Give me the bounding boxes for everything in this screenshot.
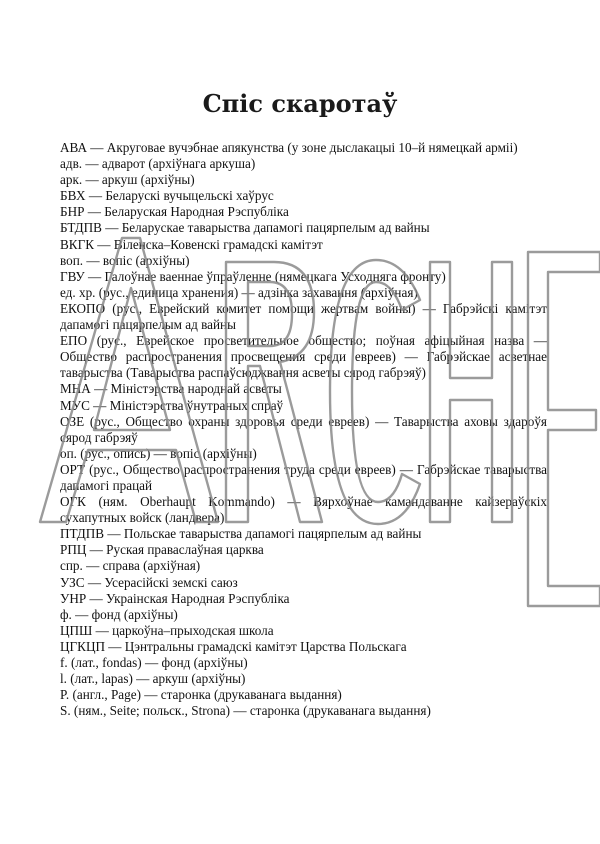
list-item: БНР — Беларуская Народная Рэспубліка (60, 204, 289, 220)
page-title: Спіс скаротаў (202, 89, 398, 118)
list-item: ПТДПВ — Польскае таварыства дапамогі пацярпелым ад вайны (60, 526, 422, 542)
list-item: БТДПВ — Беларускае таварыства дапамогі пацярпелым ад вайны (60, 220, 430, 236)
list-item: ЦПШ — царкоўна–прыходская школа (60, 622, 274, 638)
list-item: f. (лат., fondas) — фонд (архіўны) (60, 655, 248, 670)
abbreviation-list (60, 140, 547, 719)
list-item: ЦГКЦП — Цэнтральны грамадскі камітэт Царства Польскага (60, 638, 407, 654)
list-item: ГВУ — Галоўнае ваеннае ўпраўленне (нямецкага Усходняга фронту) (60, 268, 446, 284)
list-item: S. (ням., Seite; польск., Strona) — старонка (друкаванага выдання) (60, 703, 431, 719)
list-item: МУС — Міністэрства ўнутраных спраў (60, 397, 284, 413)
list-item: ЕПО (рус., Еврейское просветительное общество; поўная афіцыйная назва — Общество распространения просвещения среди евреев) — Габрэйскае асветнае таварыства (Таварыства распаўсюджвання асветы сярод габрэяў) (60, 333, 547, 381)
list-item: РПЦ — Руская праваслаўная царква (60, 542, 264, 558)
list-item: ВКГК — Віленска–Ковенскі грамадскі камітэт (60, 236, 323, 252)
list-item: l. (лат., lapas) — аркуш (архіўны) (60, 671, 246, 687)
list-item: P. (англ., Page) — старонка (друкаванага выдання) (60, 687, 342, 703)
list-item: БВХ — Беларускі вучыцельскі хаўрус (60, 188, 274, 204)
list-item: АВА — Акруговае вучэбнае апякунства (у зоне дыслакацыі 10–й нямецкай арміі) (60, 140, 518, 155)
list-item: оп. (рус., опись) — вопіс (архіўны) (60, 445, 257, 461)
list-item: УЗС — Усерасійскі земскі саюз (60, 574, 238, 590)
list-item: УНР — Украінская Народная Рэспубліка (60, 590, 290, 606)
list-item: ф. — фонд (архіўны) (60, 606, 178, 622)
list-item: МНА — Міністэрства народнай асветы (60, 381, 282, 397)
list-item: ЕКОПО (рус., Еврейский комитет помощи жертвам войны) — Габрэйскі камітэт дапамогі пацярпелым ад вайны (60, 300, 547, 333)
list-item: ОЗЕ (рус., Общество охраны здоровья среди евреев) — Таварыства аховы здароўя сярод габрэяў (60, 413, 547, 445)
list-item: адв. — адварот (архіўнага аркуша) (60, 156, 256, 172)
list-item: воп. — вопіс (архіўны) (60, 252, 190, 268)
list-item: ед. хр. (рус., единица хранения) — адзінка захавання (архіўная) (60, 284, 418, 300)
list-item: ОГК (ням. Oberhaupt Kommando) — Вярхоўнае камандаванне кайзераўскіх сухапутных войск (ландвера) (60, 494, 547, 526)
list-item: спр. — справа (архіўная) (60, 558, 201, 574)
list-item: ОРТ (рус., Общество распространения труда среди евреев) — Габрэйскае таварыства дапамогі працай (60, 461, 547, 493)
list-item: арк. — аркуш (архіўны) (60, 172, 195, 188)
